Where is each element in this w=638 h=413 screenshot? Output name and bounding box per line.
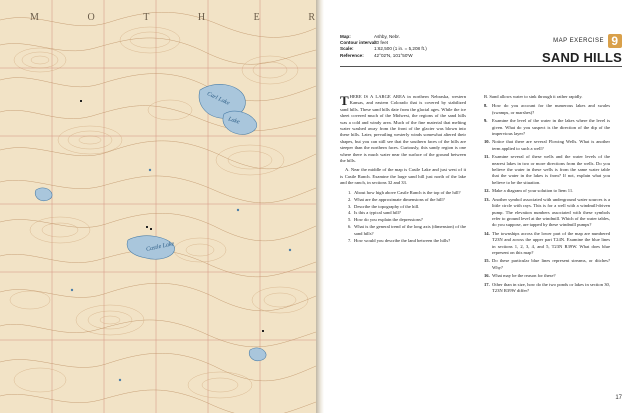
question-item bbox=[484, 231, 610, 257]
scale-value: 1:62,500 (1 in. = 5,208 ft.) bbox=[374, 46, 427, 52]
reference-value: 42°02′N, 101°50′W bbox=[374, 52, 413, 58]
section-b-questions bbox=[484, 103, 610, 294]
question-item bbox=[484, 197, 610, 229]
question-item bbox=[348, 204, 466, 210]
lake-label: Lake bbox=[227, 116, 241, 126]
question-number: 14. bbox=[484, 230, 490, 236]
exercise-header bbox=[553, 34, 622, 48]
exercise-page bbox=[324, 0, 638, 413]
page-number: 17 bbox=[615, 395, 622, 401]
question-number: 8. bbox=[484, 103, 488, 109]
section-a-text: A. Near the middle of the map is Castle Lake and just west of it is Castle Ranch. Examine the large sand hill just north of the lake and the ranch, in sections 32 and 33. bbox=[340, 167, 466, 186]
section-b-text: B. Sand allows water to sink through it rather rapidly. bbox=[484, 94, 583, 99]
question-item bbox=[348, 217, 466, 223]
map-title-letter: T bbox=[143, 12, 151, 23]
exercise-number-badge: 9 bbox=[608, 34, 622, 48]
intro-paragraph bbox=[340, 94, 466, 164]
map-value: Ashby, Nebr. bbox=[374, 34, 400, 39]
question-item bbox=[484, 139, 610, 152]
scale-key: Scale: bbox=[340, 46, 354, 52]
question-text: What are the approximate dimensions of the hill? bbox=[354, 196, 445, 202]
question-number: 15. bbox=[484, 258, 490, 264]
section-a-questions bbox=[348, 190, 466, 244]
question-item bbox=[484, 273, 610, 279]
question-item bbox=[348, 190, 466, 196]
question-number: 7. bbox=[348, 237, 352, 243]
book-gutter bbox=[316, 0, 324, 413]
title-divider bbox=[340, 66, 622, 67]
question-number: 2. bbox=[348, 196, 352, 202]
question-number: 10. bbox=[484, 139, 490, 145]
text-column-right bbox=[484, 94, 610, 296]
map-key: Map: bbox=[340, 34, 351, 39]
reference-key: Reference: bbox=[340, 52, 364, 58]
carl-lake-label: Carl Lake bbox=[205, 91, 231, 107]
question-text: Other than in size, how do the two ponds or lakes in section 30, T23N R39W differ? bbox=[492, 281, 610, 293]
question-item bbox=[348, 238, 466, 244]
question-item bbox=[484, 154, 610, 186]
contour-key: Contour interval: bbox=[340, 40, 378, 46]
question-item bbox=[348, 197, 466, 203]
map-title-letter: H bbox=[197, 12, 207, 23]
question-number: 12. bbox=[484, 188, 490, 194]
question-item bbox=[348, 210, 466, 216]
question-text: Do these particular blue lines represent streams, or ditches? Why? bbox=[492, 258, 610, 270]
map-region-title bbox=[30, 12, 316, 28]
question-number: 6. bbox=[348, 224, 352, 230]
exercise-label: MAP EXERCISE bbox=[553, 38, 604, 44]
question-item bbox=[484, 282, 610, 295]
question-number: 17. bbox=[484, 281, 490, 287]
question-item bbox=[348, 224, 466, 237]
contour-value: 20 feet bbox=[374, 40, 389, 46]
map-title-letter: M bbox=[30, 12, 40, 23]
question-number: 3. bbox=[348, 203, 352, 209]
question-text: Describe the topography of the hill. bbox=[354, 203, 420, 209]
question-text: Examine the level of the water in the lakes where the level is given. What do you suspect is the direction of the dip of the impervious layer? bbox=[492, 118, 610, 137]
question-text: What may be the reason for these? bbox=[492, 273, 556, 279]
text-column-left bbox=[340, 94, 466, 247]
question-number: 4. bbox=[348, 210, 352, 216]
question-item bbox=[484, 103, 610, 116]
question-text: Another symbol associated with underground water sources is a little circle with rays. This is for a well with a windmill-driven pump. The elevation numbers associated with these symbols refer to ground level at the windmill. Which of the water tables, do you suppose, are tapped by these windmill pumps? bbox=[492, 196, 610, 228]
page-title: SAND HILLS bbox=[542, 50, 622, 65]
map-title-letter: O bbox=[87, 12, 96, 23]
question-text: Is this a typical sand hill? bbox=[354, 210, 401, 216]
question-item bbox=[484, 188, 610, 194]
question-number: 9. bbox=[484, 118, 488, 124]
question-text: Examine several of these wells and the water levels of the nearest lakes in two or more directions from the wells. Do you believe the water in these wells is from the same water table that the water in the lakes is from? If not, explain what you believe to be the situation. bbox=[492, 154, 610, 185]
question-number: 11. bbox=[484, 154, 490, 160]
map-contours bbox=[0, 0, 316, 413]
question-text: What is the general trend of the long axis (dimension) of the sand hills? bbox=[354, 224, 466, 236]
question-text: How do you explain the depressions? bbox=[354, 217, 423, 223]
question-text: Make a diagram of your solution to Item 11. bbox=[492, 188, 574, 194]
question-item bbox=[484, 258, 610, 271]
castle-lake-label: Castle Lake bbox=[145, 241, 175, 253]
map-metadata bbox=[340, 34, 500, 59]
question-text: How do you account for the numerous lakes and swales (swamps, or marshes)? bbox=[492, 103, 610, 115]
question-text: Notice that there are several Flowing Wells. What is another term applied to such a well? bbox=[492, 139, 610, 151]
topographic-map bbox=[0, 0, 316, 413]
question-text: How would you describe the land between the hills? bbox=[354, 237, 451, 243]
question-number: 5. bbox=[348, 217, 352, 223]
question-text: About how high above Castle Ranch is the top of the hill? bbox=[354, 189, 461, 195]
intro-text: HERE IS A LARGE AREA in northern Nebraska, western Kansas, and eastern Colorado that is covered by stabilized sand hills. These sand hills date from the glacial ages. While the ice sheet covered much of the Midwest, the regions of the sand hills was a cold and windy area. Much of the fine material that melting water washed away from the front of the glacier was blown into these hills. Later, prevailing westerly winds somewhat altered their shapes, but you can still see that the southern faces of the hills are steeper than the northern faces. Curiously, this sandy region is one where there is much water near the surface of the ground between the hills. bbox=[340, 94, 466, 164]
map-title-letter: E bbox=[253, 12, 261, 23]
question-number: 13. bbox=[484, 196, 490, 202]
drop-cap: T bbox=[340, 93, 349, 108]
reference-row bbox=[340, 53, 500, 59]
question-item bbox=[484, 118, 610, 137]
question-text: The townships across the lower part of the map are numbered T23N and across the upper part T24N. Examine the blue lines in sections 1, 2, 3, 4, and 5, T23N R39W. What does blue represent on this map? bbox=[492, 230, 610, 255]
map-title-letter: R bbox=[308, 12, 316, 23]
question-number: 1. bbox=[348, 189, 352, 195]
question-number: 16. bbox=[484, 273, 490, 279]
